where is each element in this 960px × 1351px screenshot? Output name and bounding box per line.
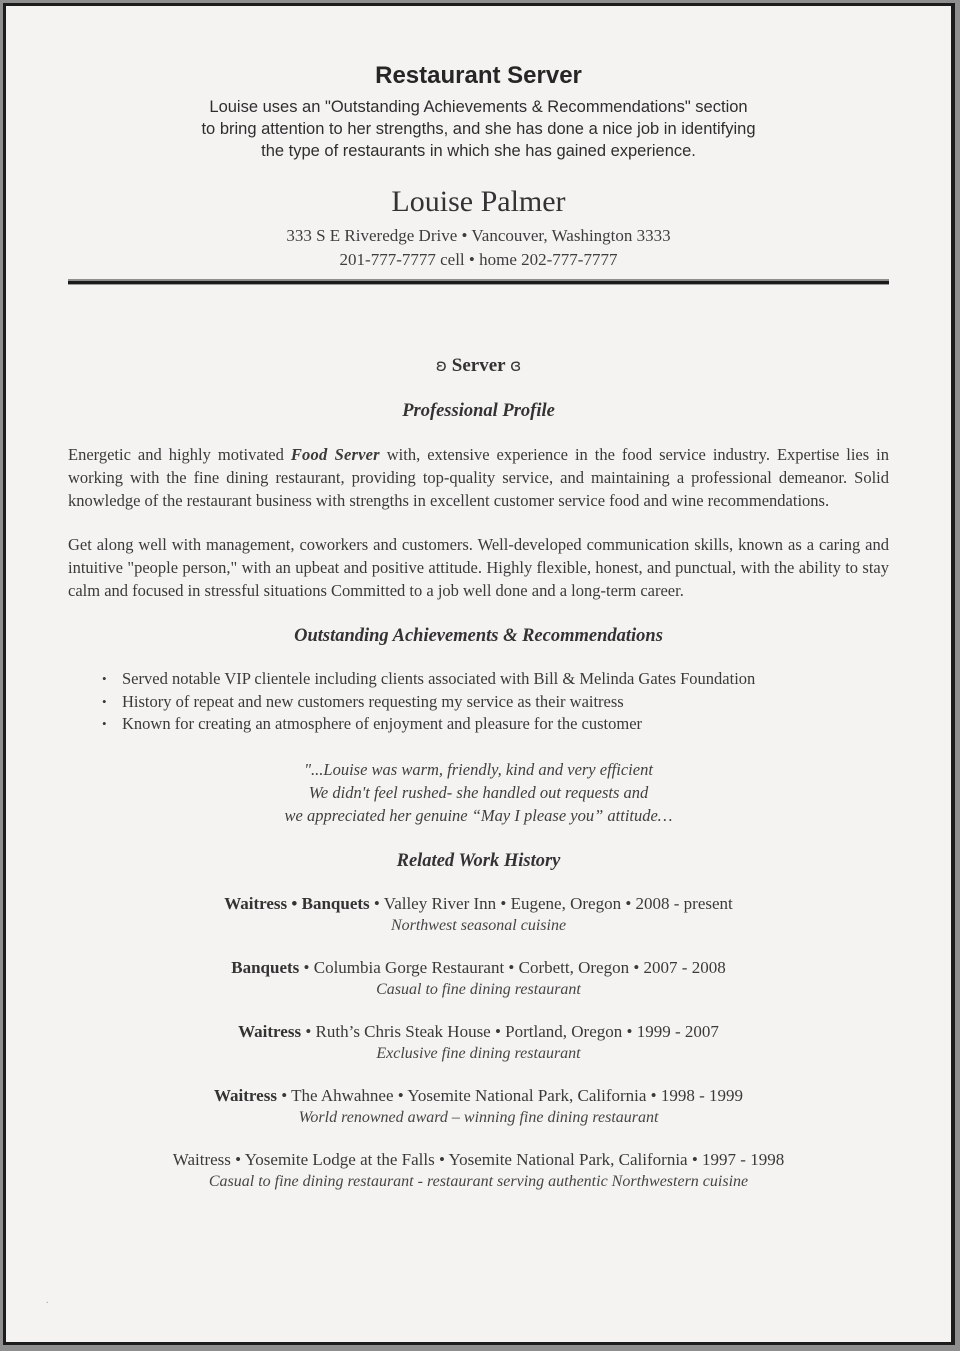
candidate-address: 333 S E Riveredge Drive • Vancouver, Washington 3333	[286, 226, 671, 245]
flourish-left-icon: ʚ	[435, 356, 448, 376]
profile-p1-text: Energetic and highly motivated	[68, 445, 291, 464]
list-item	[66, 713, 891, 736]
entry-title-rest: • Ruth’s Chris Steak House • Portland, Oregon • 1999 - 2007	[301, 1021, 719, 1041]
resume-page	[3, 3, 955, 1345]
entry-title	[66, 957, 891, 979]
intro-blurb-line: to bring attention to her strengths, and she has done a nice job in identifying	[201, 120, 756, 138]
achievement-text: Served notable VIP clientele including clients associated with Bill & Melinda Gates Foundation	[122, 669, 756, 688]
candidate-name: Louise Palmer	[391, 185, 566, 218]
entry-title	[66, 1021, 891, 1043]
profile-p1-emphasis: Food Server	[290, 445, 380, 464]
entry-detail: Exclusive fine dining restaurant	[376, 1044, 581, 1062]
work-history-entry	[66, 1149, 891, 1192]
quote-line: we appreciated her genuine “May I please you” attitude…	[284, 805, 673, 825]
page-title: Restaurant Server	[375, 62, 582, 89]
achievement-text: History of repeat and new customers requesting my service as their waitress	[122, 691, 624, 711]
entry-title-bold: Waitress • Banquets	[224, 893, 370, 913]
bullet-icon: •	[102, 693, 107, 709]
role-heading	[66, 355, 891, 377]
flourish-right-icon: ɞ	[509, 356, 522, 376]
section-heading-achievements: Outstanding Achievements & Recommendations	[294, 626, 663, 646]
profile-paragraph-1	[68, 443, 889, 512]
work-history-entry	[66, 1085, 891, 1128]
entry-title-rest: • The Ahwahnee • Yosemite National Park, California • 1998 - 1999	[276, 1085, 744, 1105]
intro-blurb-line: Louise uses an "Outstanding Achievements & Recommendations" section	[209, 98, 748, 116]
work-history-entry	[66, 957, 891, 1000]
intro-blurb-line: the type of restaurants in which she has gained experience.	[261, 142, 696, 160]
list-item	[66, 668, 891, 691]
entry-title-rest: • Valley River Inn • Eugene, Oregon • 2008 - present	[369, 893, 733, 913]
section-heading-work-history: Related Work History	[396, 850, 561, 871]
bullet-icon: •	[102, 671, 107, 686]
profile-paragraph-2: Get along well with management, coworkers and customers. Well-developed communication skills, known as a caring and intuitive "people person," with an upbeat and positive attitude. Highly flexible, honest, and punctual, with the ability to stay calm and focused in stressful situations Committed to a job well done and a long-term career.	[68, 535, 889, 600]
work-history-entry	[66, 1021, 891, 1064]
header-divider	[68, 279, 889, 285]
achievement-text: Known for creating an atmosphere of enjoyment and pleasure for the customer	[122, 714, 643, 733]
profile-p1-text: with, extensive experience in the food service industry. Expertise lies in working with the fine dining restaurant, providing top-quality service, and maintaining a professional demeanor. Solid knowledge of the restaurant business with strengths in excellent customer service food and wine recommendations.	[68, 445, 889, 510]
intro-blurb	[66, 96, 891, 162]
section-heading-professional-profile: Professional Profile	[402, 401, 555, 421]
candidate-phones: 201-777-7777 cell • home 202-777-7777	[339, 250, 618, 269]
role-heading-label: Server	[451, 355, 506, 376]
entry-title-bold: Waitress	[213, 1085, 277, 1105]
bullet-icon: •	[102, 716, 107, 731]
quote-line: "...Louise was warm, friendly, kind and very efficient	[304, 759, 653, 779]
recommendation-quote	[66, 758, 891, 827]
entry-title-bold: Banquets	[231, 957, 300, 977]
quote-line: We didn't feel rushed- she handled out requests and	[308, 782, 649, 802]
entry-detail: World renowned award – winning fine dining restaurant	[298, 1108, 659, 1126]
list-item	[66, 691, 891, 714]
scan-artifact-dot: .	[46, 1295, 49, 1306]
entry-detail: Casual to fine dining restaurant	[376, 980, 581, 998]
entry-title	[66, 1149, 891, 1171]
entry-title-rest: • Columbia Gorge Restaurant • Corbett, Oregon • 2007 - 2008	[299, 957, 726, 977]
entry-title	[66, 893, 891, 915]
entry-title-rest: Waitress • Yosemite Lodge at the Falls • Yosemite National Park, California • 1997 - 1998	[172, 1149, 785, 1169]
entry-title	[66, 1085, 891, 1107]
entry-detail: Northwest seasonal cuisine	[390, 916, 567, 934]
entry-detail: Casual to fine dining restaurant - restaurant serving authentic Northwestern cuisine	[208, 1172, 749, 1190]
achievements-list	[66, 668, 891, 736]
work-history-entry	[66, 893, 891, 936]
entry-title-bold: Waitress	[238, 1021, 302, 1041]
